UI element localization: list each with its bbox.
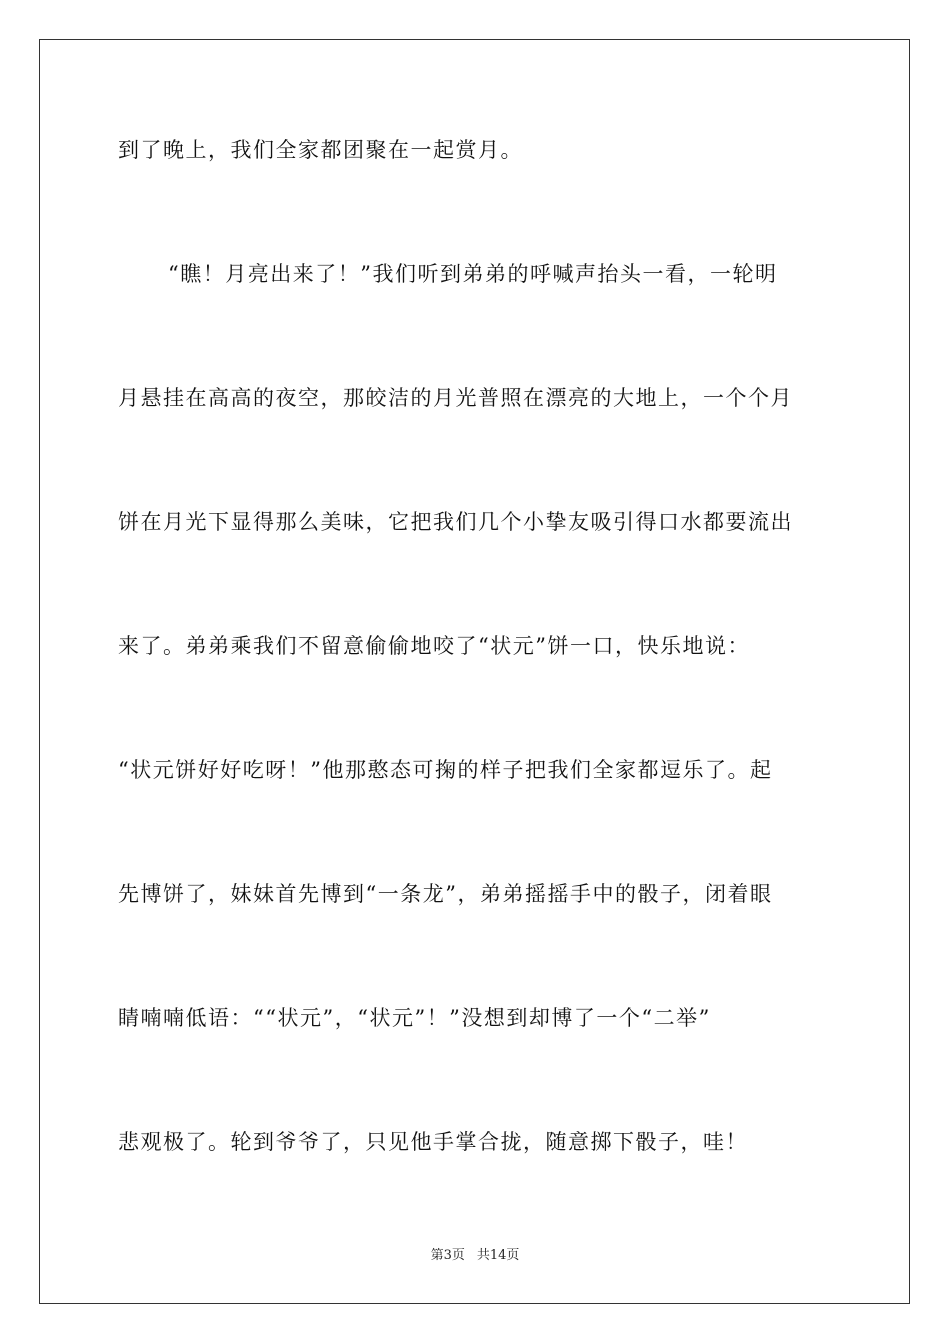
body-text-line: “瞧！月亮出来了！”我们听到弟弟的呼喊声抬头一看，一轮明 <box>168 262 778 286</box>
body-text-line: “状元饼好好吃呀！”他那憨态可掬的样子把我们全家都逗乐了。起 <box>118 758 773 782</box>
body-text-line: 月悬挂在高高的夜空，那皎洁的月光普照在漂亮的大地上，一个个月 <box>118 386 793 410</box>
body-text-line: 睛喃喃低语：““状元”，“状元”！”没想到却博了一个“二举” <box>118 1006 711 1030</box>
page-footer <box>0 1246 950 1266</box>
body-text-line: 来了。弟弟乘我们不留意偷偷地咬了“状元”饼一口，快乐地说： <box>118 634 750 658</box>
body-text-line: 悲观极了。轮到爷爷了，只见他手掌合拢，随意掷下骰子，哇！ <box>118 1130 748 1154</box>
body-text-line: 到了晚上，我们全家都团聚在一起赏月。 <box>118 138 523 162</box>
page-border <box>39 39 910 1304</box>
page-number: 第3页 <box>430 1248 465 1263</box>
body-text-line: 先博饼了，妹妹首先博到“一条龙”，弟弟摇摇手中的骰子，闭着眼 <box>118 882 773 906</box>
total-pages: 共14页 <box>476 1248 520 1263</box>
body-text-line: 饼在月光下显得那么美味，它把我们几个小挚友吸引得口水都要流出 <box>118 510 793 534</box>
